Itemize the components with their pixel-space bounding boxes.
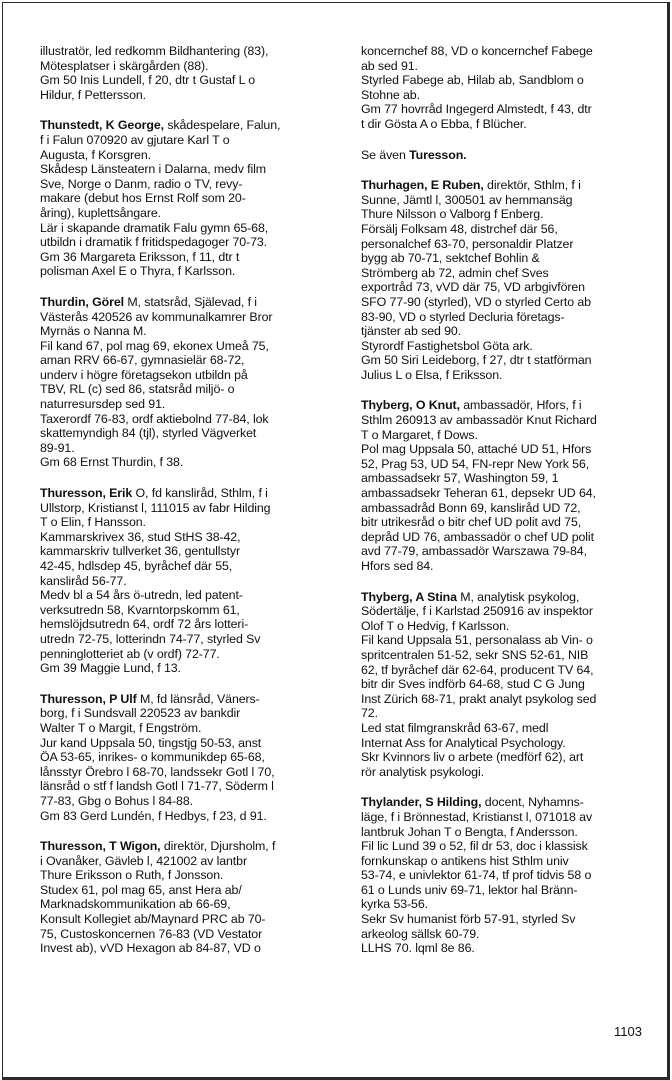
- entry-surname: Thuresson,: [40, 839, 106, 854]
- entry-text-line: Fil kand Uppsala 51, personalass ab Vin- o: [361, 633, 593, 648]
- entry-text-line: Olof T o Hedvig, f Karlsson.: [361, 618, 510, 633]
- entry-heading-line: [361, 795, 655, 810]
- entry-heading-line: [40, 839, 344, 854]
- entry-text-line: TBV, RL (c) sed 86, statsråd miljö- o: [40, 382, 235, 397]
- entry-text-line: Ullstorp, Kristianst l, 111015 av fabr Hilding: [40, 500, 271, 515]
- entry-text-line: Stohne ab.: [361, 87, 420, 102]
- entry-heading-line: [40, 486, 344, 501]
- entry-heading-line: [361, 590, 655, 605]
- entry-text-line: underv i högre företagsekon utbildn på: [40, 367, 248, 382]
- biography-entry: [361, 398, 655, 573]
- entry-text-line: depråd UD 76, ambassadör o chef UD polit: [361, 529, 594, 544]
- entry-text-line: Hfors sed 84.: [361, 559, 434, 573]
- entry-text-line: utredn 72-75, lotterindn 74-77, styrled Sv: [40, 631, 261, 646]
- entry-text-line: Invest ab), vVD Hexagon ab 84-87, VD o: [40, 941, 261, 956]
- biography-entry: [40, 118, 344, 279]
- biography-entry: [40, 839, 344, 956]
- entry-text-line: Skr Kvinnors liv o arbete (medförf 62), art: [361, 750, 584, 765]
- biography-entry: [361, 795, 655, 956]
- entry-given-name: S Hilding,: [421, 795, 482, 810]
- entry-text-line: skattemyndigh 84 (tjl), styrled Vägverket: [40, 426, 257, 441]
- entry-surname: Thuresson,: [40, 691, 106, 706]
- entry-text-line: Styrordf Fastighetsbol Göta ark.: [361, 338, 533, 353]
- entry-surname: Thunstedt,: [40, 118, 103, 133]
- entry-text-line: Konsult Kollegiet ab/Maynard PRC ab 70-: [40, 912, 266, 927]
- entry-text-line: länsråd o stf f landsh Gotl l 71-77, Söderm l: [40, 779, 274, 794]
- entry-text-line: kanslіråd 56-77.: [40, 573, 127, 588]
- entry-heading-rest: O, fd kanslіråd, Sthlm, f i: [132, 486, 268, 501]
- entry-text-line: ambassadsekr Teheran 61, depsekr UD 64,: [361, 486, 596, 501]
- entry-text-line: Medv bl a 54 års ö-utredn, led patent-: [40, 588, 243, 603]
- entry-surname: Thurhagen,: [361, 178, 428, 193]
- biography-entry: [40, 295, 344, 470]
- biography-entry: [40, 692, 344, 823]
- entry-text-line: Sunne, Jämtl l, 300501 av hemmansäg: [361, 192, 573, 207]
- entry-text-line: bygg ab 70-71, sektchef Bohlin &: [361, 251, 540, 266]
- entry-text-line: borg, f i Sundsvall 220523 av bankdir: [40, 706, 241, 721]
- entry-text-line: bitr dir Sves indförb 64-68, stud C G Jung: [361, 677, 585, 692]
- entry-text-line: Skådesp Länsteatern i Dalarna, medv film: [40, 162, 267, 177]
- entry-given-name: A Stina: [412, 589, 457, 604]
- entry-text-line: aman RRV 66-67, gymnasielär 68-72,: [40, 353, 245, 368]
- biography-entry: [361, 590, 655, 780]
- entry-given-name: O Knut,: [412, 398, 460, 413]
- entry-text-line: hemslöjdsutredn 64, ordf 72 års lotteri-: [40, 617, 249, 632]
- entry-text-line: Led stat filmgranskråd 63-67, medl: [361, 720, 549, 735]
- entry-surname: Thurdin,: [40, 294, 89, 309]
- entry-text-line: ambassadråd Bonn 69, kanslіråd UD 72,: [361, 500, 581, 515]
- entry-given-name: K George,: [102, 118, 164, 133]
- entry-text-line: exportråd 73, vVD där 75, VD arbgivfören: [361, 280, 585, 295]
- entry-text-line: Gm 39 Maggie Lund, f 13.: [40, 661, 181, 676]
- entry-text-line: 83-90, VD o styrled Decluria företags-: [361, 309, 565, 324]
- biography-entry: [40, 486, 344, 676]
- entry-text-line: 75, Custoskoncernen 76-83 (VD Vestator: [40, 926, 263, 941]
- biography-entry: [40, 44, 344, 102]
- entry-heading-line: [40, 295, 344, 310]
- entry-text-line: Taxerordf 76-83, ordf aktiebolnd 77-84, lok: [40, 411, 269, 426]
- entry-text-line: Julius L o Elsa, f Eriksson.: [361, 367, 503, 382]
- entry-text-line: utbildn i dramatik f fritidspedagoger 70-73.: [40, 235, 268, 250]
- biography-entry: [361, 148, 655, 163]
- entry-text-line: tjänster ab sed 90.: [361, 324, 462, 339]
- entry-text-line: ambassadsekr 57, Washington 59, 1: [361, 471, 559, 486]
- entry-text-line: Gm 68 Ernst Thurdin, f 38.: [40, 455, 184, 470]
- entry-text-line: Thure Eriksson o Ruth, f Jonsson.: [40, 868, 224, 883]
- entry-text-line: Strömberg ab 72, admin chef Sves: [361, 265, 549, 280]
- entry-text-line: Fil kand 67, pol mag 69, ekonex Umeå 75,: [40, 338, 269, 353]
- entry-text-line: Försälj Folksam 48, distrchef där 56,: [361, 221, 558, 236]
- entry-text-line: Fil lic Lund 39 o 52, fil dr 53, doc i klassisk: [361, 839, 588, 854]
- entry-text-line: Internat Ass for Analytical Psychology.: [361, 735, 566, 750]
- entry-text-line: penninglotteriet ab (v ordf) 72-77.: [40, 646, 220, 661]
- entry-heading-rest: M, fd länsråd, Väners-: [136, 691, 260, 706]
- entry-text-line: SFO 77-90 (styrled), VD o styrled Certo ab: [361, 294, 591, 309]
- entry-text-line: Myrnäs o Nanna M.: [40, 324, 147, 339]
- entry-heading-line: [361, 178, 655, 193]
- entry-text-line: Södertälje, f i Karlstad 250916 av inspektor: [361, 604, 593, 619]
- entry-text-line: Styrled Fabege ab, Hilab ab, Sandblom o: [361, 73, 584, 88]
- entry-heading-line: [361, 398, 655, 413]
- entry-surname: Thylander,: [361, 795, 422, 810]
- entry-heading-rest: M, analytisk psykolog,: [456, 589, 580, 604]
- entry-text-line: bitr utrikesråd o bitr chef UD polit avd 75,: [361, 515, 582, 530]
- entry-text-line: läge, f i Brönnestad, Kristianst l, 071018 av: [361, 809, 593, 824]
- entry-text-line: ÖA 53-65, inrikes- o kommunikdep 65-68,: [40, 750, 265, 765]
- entry-surname: Thyberg,: [361, 398, 413, 413]
- entry-text-line: 72.: [361, 706, 378, 721]
- entry-text-line: 53-74, e univlektor 61-74, tf prof tidvis 58 o: [361, 868, 592, 883]
- entry-text-line: Pol mag Uppsala 50, attaché UD 51, Hfors: [361, 442, 592, 457]
- biography-entry: [361, 178, 655, 382]
- entry-text-line: LLHS 70. lqml 8e 86.: [361, 941, 475, 956]
- entry-text-line: 89-91.: [40, 440, 75, 455]
- entry-text-line: Jur kand Uppsala 50, tingstjg 50-53, anst: [40, 735, 262, 750]
- entry-text-line: 62, tf byråchef där 62-64, producent TV 64,: [361, 662, 594, 677]
- entry-text-line: ab sed 91.: [361, 58, 418, 73]
- entry-text-line: 42-45, hdlsdep 45, byråchef där 55,: [40, 559, 233, 573]
- entry-text-line: kammarskriv tullverket 36, gentullstyr: [40, 544, 241, 559]
- entry-heading-rest: direktör, Sthlm, f i: [483, 178, 581, 193]
- entry-text-line: spritcentralen 51-52, sekr SNS 52-61, NIB: [361, 647, 589, 662]
- entry-given-name: T Wigon,: [105, 839, 161, 854]
- entry-text-line: åring), kuplettsångare.: [40, 205, 161, 220]
- entry-text-line: Sthlm 260913 av ambassadör Knut Richard: [361, 413, 597, 428]
- entry-text-line: Marknadskommunikation ab 66-69,: [40, 897, 231, 912]
- entry-text-line: makare (debut hos Ernst Rolf som 20-: [40, 191, 246, 206]
- entry-text-line: Gm 77 hovrråd Ingegerd Almstedt, f 43, dtr: [361, 102, 592, 117]
- entry-text-line: f i Falun 070920 av gjutare Karl T o: [40, 132, 230, 147]
- biography-entry: [361, 44, 655, 132]
- entry-text-line: i Ovanåker, Gävleb l, 421002 av lantbr: [40, 853, 247, 868]
- entry-heading-rest: direktör, Djursholm, f: [160, 839, 276, 854]
- entry-text-line: 61 o Lunds univ 69-71, lektor hal Bränn-: [361, 882, 578, 897]
- entry-text-line: Augusta, f Korsgren.: [40, 147, 151, 162]
- entry-text-line: rör analytisk psykologi.: [361, 764, 484, 779]
- see-also-label: Se även: [361, 147, 410, 162]
- entry-heading-rest: skådespelare, Falun,: [163, 118, 281, 133]
- entry-heading-rest: ambassadör, Hfors, f i: [459, 398, 582, 413]
- entry-text-line: Walter T o Margit, f Engström.: [40, 720, 202, 735]
- entry-text-line: T o Margaret, f Dows.: [361, 427, 478, 442]
- entry-surname: Thyberg,: [361, 589, 413, 604]
- entry-heading-rest: docent, Nyhamns-: [481, 795, 584, 810]
- entry-text-line: lånsstyr Örebro l 68-70, landssekr Gotl l 70,: [40, 764, 275, 779]
- see-also-line: [361, 148, 655, 163]
- entry-text-line: Sve, Norge o Danm, radio o TV, revy-: [40, 176, 243, 191]
- entry-text-line: avd 77-79, ambassadör Warszawa 79-84,: [361, 544, 587, 559]
- entry-text-line: kyrka 53-56.: [361, 897, 428, 912]
- entry-text-line: Sekr Sv humanist förb 57-91, styrled Sv: [361, 912, 576, 927]
- entry-text-line: Kammarskrivex 36, stud StHS 38-42,: [40, 529, 241, 544]
- left-column: [40, 44, 344, 972]
- entry-text-line: 52, Prag 53, UD 54, FN-repr New York 56,: [361, 456, 590, 471]
- entry-text-line: Mötesplatser i skärgården (88).: [40, 58, 209, 73]
- entry-text-line: Västerås 420526 av kommunalkamrer Bror: [40, 309, 273, 324]
- entry-heading-rest: M, statsråd, Själevad, f i: [123, 294, 257, 309]
- entry-text-line: arkeolog sällsk 60-79.: [361, 926, 480, 941]
- entry-text-line: illustratör, led redkomm Bildhantering (83),: [40, 44, 269, 58]
- entry-text-line: lantbruk Johan T o Bengta, f Andersson.: [361, 824, 578, 839]
- entry-text-line: Gm 50 Siri Leideborg, f 27, dtr t statförman: [361, 353, 592, 368]
- entry-text-line: polisman Axel E o Thyra, f Karlsson.: [40, 264, 236, 279]
- entry-surname: Thuresson,: [40, 486, 106, 501]
- entry-given-name: Görel: [88, 294, 124, 309]
- entry-text-line: t dir Gösta A o Ebba, f Blücher.: [361, 116, 527, 131]
- entry-text-line: personalchef 63-70, personaldir Platzer: [361, 236, 574, 251]
- entry-text-line: Thure Nilsson o Valborg f Enberg.: [361, 207, 544, 222]
- entry-text-line: Gm 83 Gerd Lundén, f Hedbys, f 23, d 91.: [40, 808, 267, 823]
- right-column: [361, 44, 655, 972]
- page-number: 1103: [614, 1024, 642, 1039]
- entry-given-name: E Ruben,: [427, 178, 484, 193]
- entry-given-name: Erik: [105, 486, 133, 501]
- entry-text-line: Hildur, f Pettersson.: [40, 87, 147, 102]
- entry-text-line: verksutredn 58, Kvarntorpskomm 61,: [40, 602, 240, 617]
- entry-text-line: Gm 50 Inis Lundell, f 20, dtr t Gustaf L o: [40, 73, 256, 88]
- entry-text-line: Gm 36 Margareta Eriksson, f 11, dtr t: [40, 249, 240, 264]
- entry-text-line: 77-83, Gbg o Bohus l 84-88.: [40, 793, 193, 808]
- entry-text-line: Lär i skapande dramatik Falu gymn 65-68,: [40, 220, 269, 235]
- entry-text-line: koncernchef 88, VD o koncernchef Fabege: [361, 44, 593, 58]
- entry-text-line: fornkunskap o antikens hist Sthlm univ: [361, 853, 569, 868]
- entry-text-line: naturresursdep sed 91.: [40, 397, 166, 412]
- entry-heading-line: [40, 692, 344, 707]
- entry-text-line: Studex 61, pol mag 65, anst Hera ab/: [40, 882, 242, 897]
- entry-text-line: Inst Zürich 68-71, prakt analyt psykolog sed: [361, 691, 597, 706]
- see-also-name: Turesson.: [409, 147, 467, 162]
- entry-given-name: P Ulf: [105, 691, 137, 706]
- entry-text-line: T o Elin, f Hansson.: [40, 515, 146, 530]
- entry-heading-line: [40, 118, 344, 133]
